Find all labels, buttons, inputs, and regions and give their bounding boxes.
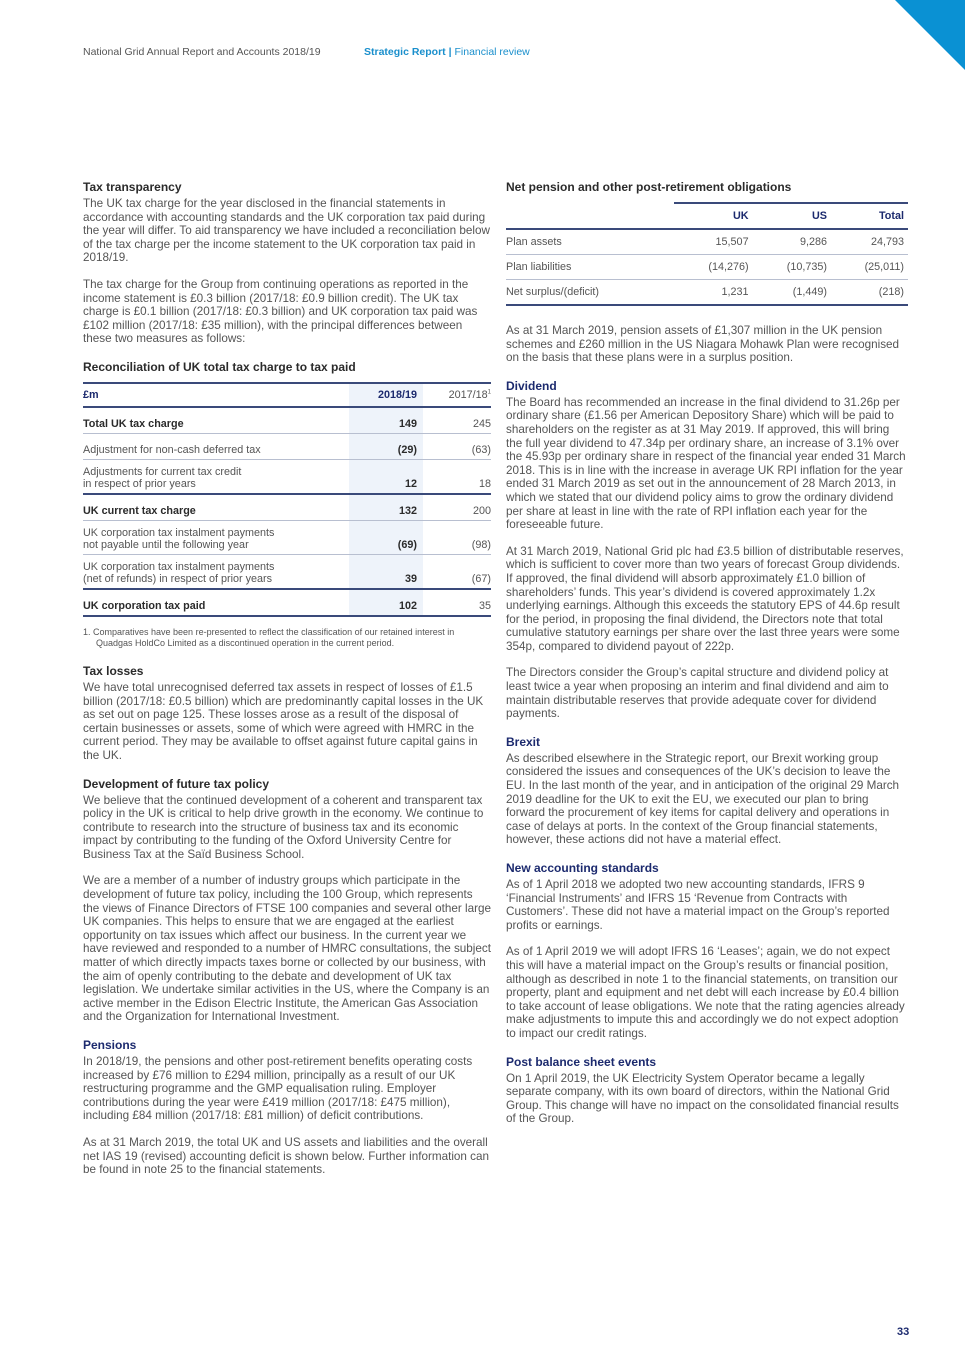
row-label: UK current tax charge xyxy=(83,504,196,517)
paragraph: As described elsewhere in the Strategic report, our Brexit working group considered the issues and consequences of the UK’s decision to leave the EU. In the last month of the year, and in anticipation of the original 29 March 2019 deadline for the UK to exit the EU, we executed our plan to bring forward the procurement of key items for capital delivery and operations in case of delays at ports. In the context of the Group financial statements, however, these actions did not have a material effect. xyxy=(506,751,900,847)
breadcrumb-section[interactable]: Strategic Report xyxy=(364,46,446,58)
paragraph: The Directors consider the Group’s capital structure and dividend policy at least twice a year when proposing an interim and final dividend and aim to maintain distributable reserves that provide adequate cover for dividend payments. xyxy=(506,666,889,721)
row-label: Plan assets xyxy=(506,229,674,255)
post-balance-sheet-section xyxy=(506,1055,908,1126)
column-header-total: Total xyxy=(831,203,908,229)
report-title: National Grid Annual Report and Accounts 2018/19 xyxy=(83,46,321,58)
value-prior: 245 xyxy=(472,417,491,430)
value-total: 24,793 xyxy=(831,229,908,255)
table-row xyxy=(83,459,491,494)
footnote-marker: 1 xyxy=(487,389,491,396)
breadcrumb-separator: | xyxy=(448,46,452,58)
row-label: Adjustments for current tax credit in respect of prior years xyxy=(83,465,242,490)
table-row xyxy=(83,407,491,434)
net-pension-table xyxy=(506,202,908,306)
table-title: Reconciliation of UK total tax charge to tax paid xyxy=(83,359,356,374)
right-column xyxy=(506,180,908,1139)
paragraph: We are a member of a number of industry groups which participate in the development of future tax policy, including the 100 Group, which represents the views of Finance Directors of FTSE 100 companies and several other large UK companies. This helps to ensure that we are engaged at the earliest opportunity on tax issues which affect our business. In the current year we have reviewed and responded to a number of HMRC consultations, the subject matter of which directly impacts taxes borne or collected by our business, with the aim of openly contributing to the debate and development of UK tax legislation. We undertake similar activities in the US, where the Company is an active member in the Edison Electric Institute, the American Gas Association and the Organization for International Investment. xyxy=(83,874,491,1024)
value-current: 132 xyxy=(349,494,423,521)
value-prior: 35 xyxy=(478,599,491,612)
value-prior: (67) xyxy=(471,572,491,585)
paragraph: The Board has recommended an increase in the final dividend to 31.26p per ordinary share (£1.56 per American Depository Share) which will be paid to shareholders on the register as at 31 May 2019. If approved, this will bring the full year dividend to 47.34p per ordinary share, an increase of 3.1% over the 45.93p per ordinary share in respect of the financial year ended 31 March 2018. This is in line with the increase in average UK RPI inflation for the year ended 31 March 2019 as set out in the announcement of 28 March 2013, in which we stated that our dividend policy aims to grow the ordinary dividend per share at least in line with the rate of RPI inflation each year for the foreseeable future. xyxy=(506,395,906,532)
paragraph: In 2018/19, the pensions and other post-retirement benefits operating costs increased by £76 million to £294 million, principally as a result of our UK restructuring programme and the GMP equalisation ruling. Employer contributions during the year were £419 million (2017/18: £475 million), including £84 million (2017/18: £81 million) of deficit contributions. xyxy=(83,1055,473,1123)
column-header-blank xyxy=(506,203,674,229)
column-header-prior: $2017/18^1$ xyxy=(423,383,491,407)
pensions-section xyxy=(83,1038,491,1177)
row-label: Plan liabilities xyxy=(506,255,674,280)
row-label: Total UK tax charge xyxy=(83,417,184,430)
section-heading: Post balance sheet events xyxy=(506,1054,657,1069)
section-heading: Dividend xyxy=(506,378,557,393)
tax-losses-section xyxy=(83,664,491,763)
value-total: (25,011) xyxy=(831,255,908,280)
table-row xyxy=(83,589,491,616)
value-current: 12 xyxy=(349,459,423,494)
paragraph: As at 31 March 2019, the total UK and US assets and liabilities and the overall net IAS 19 (revised) accounting deficit is shown below. Further information can be found in note 25 to the financial statements. xyxy=(83,1135,490,1177)
value-prior: (63) xyxy=(471,443,491,456)
value-uk: 15,507 xyxy=(674,229,752,255)
value-uk: 1,231 xyxy=(674,280,752,306)
paragraph: As of 1 April 2019 we will adopt IFRS 16 ‘Leases’; again, we do not expect this will have a material impact on the Group’s results or financial position, although as described in note 1 to the financial statements, on transition our property, plant and equipment and net debt will each increase by £0.4 billion to take account of lease obligations. We note that the rating agencies already make adjustments to impute this and accordingly we do not expect adoption to impact our credit ratings. xyxy=(506,945,905,1040)
corner-accent-triangle xyxy=(895,0,965,70)
row-label: Adjustment for non-cash deferred tax xyxy=(83,443,261,456)
value-current: 102 xyxy=(349,589,423,616)
page-number: 33 xyxy=(897,1326,910,1338)
paragraph: The tax charge for the Group from continuing operations as reported in the income statement is £0.3 billion (2017/18: £0.9 billion credit). The UK tax charge is £0.1 billion (2017/18: £0.3 billion) and UK corporation tax paid was £102 million (2017/18: £35 million), with the principal differences between these two measures as follows: xyxy=(83,277,478,346)
net-pension-section xyxy=(506,180,908,365)
table-row xyxy=(83,520,491,554)
value-current: 149 xyxy=(349,407,423,434)
column-header-current: 2018/19 xyxy=(349,383,423,407)
row-label: Net surplus/(deficit) xyxy=(506,280,674,306)
table-row xyxy=(506,280,908,306)
paragraph: On 1 April 2019, the UK Electricity System Operator became a legally separate company, with its own board of directors, within the National Grid Group. This change will have no impact on the consolidated financial results of the Group. xyxy=(506,1071,899,1126)
value-total: (218) xyxy=(831,280,908,306)
future-tax-policy-section xyxy=(83,777,491,1025)
tax-transparency-section xyxy=(83,180,491,346)
row-label: UK corporation tax paid xyxy=(83,599,206,612)
section-heading: Tax losses xyxy=(83,663,144,678)
section-heading: Tax transparency xyxy=(83,180,182,194)
table-row xyxy=(506,255,908,280)
paragraph: We have total unrecognised deferred tax assets in respect of losses of £1.5 billion (2017/18: £0.5 billion) which are predominantly capital losses in the UK as set out on page 125. These losses arose as a result of the disposal of certain businesses or assets, some of which were agreed with HMRC in the current period. They may be available to offset against future capital gains in the UK. xyxy=(83,680,484,762)
paragraph: As of 1 April 2018 we adopted two new accounting standards, IFRS 9 ‘Financial Instruments’ and IFRS 15 ‘Revenue from Contracts with Customers’. These did not have a material impact on the Group’s reported profits or earnings. xyxy=(506,878,890,932)
table-title: Net pension and other post-retirement obligations xyxy=(506,180,792,194)
table-row xyxy=(83,433,491,459)
paragraph: We believe that the continued development of a coherent and transparent tax policy in the UK is critical to help drive growth in the economy. We continue to contribute to research into the structure of business tax and its economic impact by contributing to the funding of the Oxford University Centre for Business Tax at the Saïd Business School. xyxy=(83,793,484,861)
paragraph: At 31 March 2019, National Grid plc had £3.5 billion of distributable reserves, which is sufficient to cover more than two years of forecast Group dividends. If approved, the final dividend will absorb approximately £1.0 billion of shareholders’ funds. This year’s dividend is covered approximately 1.2x underlying earnings. Although this exceeds the statutory EPS of 44.6p result for the period, in proposing the final dividend, the Directors note that total cumulative statutory earnings per share over the last three years were some 354p, compared to dividend payout of 222p. xyxy=(506,544,904,653)
breadcrumb xyxy=(364,46,530,58)
brexit-section xyxy=(506,735,908,847)
breadcrumb-subsection[interactable]: Financial review xyxy=(454,46,530,58)
dividend-section xyxy=(506,379,908,721)
paragraph: The UK tax charge for the year disclosed in the financial statements in accordance with accounting standards and the UK corporation tax paid during the year will differ. To aid transparency we have included a reconciliation below of the tax charge per the income statement to the UK corporation tax paid in 2018/19. xyxy=(83,197,490,265)
table-row xyxy=(83,554,491,589)
section-heading: Pensions xyxy=(83,1038,137,1052)
section-heading: Development of future tax policy xyxy=(83,776,270,791)
value-prior: (98) xyxy=(471,538,491,551)
value-us: (1,449) xyxy=(753,280,831,306)
row-label: UK corporation tax instalment payments (net of refunds) in respect of prior years xyxy=(83,560,275,585)
table-row xyxy=(506,229,908,255)
reconciliation-section xyxy=(83,360,491,650)
value-prior: 18 xyxy=(478,477,491,490)
value-uk: (14,276) xyxy=(674,255,752,280)
reconciliation-table xyxy=(83,382,491,617)
value-prior: 200 xyxy=(472,504,491,517)
value-us: (10,735) xyxy=(753,255,831,280)
table-footnote: 1. Comparatives have been re-presented to reflect the classification of our retained interest in Quadgas HoldCo Limited as a discontinued operation in the current period. xyxy=(83,626,455,649)
value-current: (69) xyxy=(349,520,423,554)
paragraph: As at 31 March 2019, pension assets of £1,307 million in the UK pension schemes and £260 million in the US Niagara Mohawk Plan were recognised on the basis that these plans were in a surplus position. xyxy=(506,324,900,365)
section-heading: Brexit xyxy=(506,734,541,749)
section-heading: New accounting standards xyxy=(506,861,659,875)
column-header-unit: £m xyxy=(83,383,349,407)
new-accounting-standards-section xyxy=(506,861,908,1041)
value-us: 9,286 xyxy=(753,229,831,255)
left-column xyxy=(83,180,491,1190)
table-row xyxy=(83,494,491,521)
value-current: 39 xyxy=(349,554,423,589)
value-current: (29) xyxy=(349,433,423,459)
column-header-uk: UK xyxy=(674,203,752,229)
column-header-us: US xyxy=(753,203,831,229)
row-label: UK corporation tax instalment payments not payable until the following year xyxy=(83,526,275,551)
